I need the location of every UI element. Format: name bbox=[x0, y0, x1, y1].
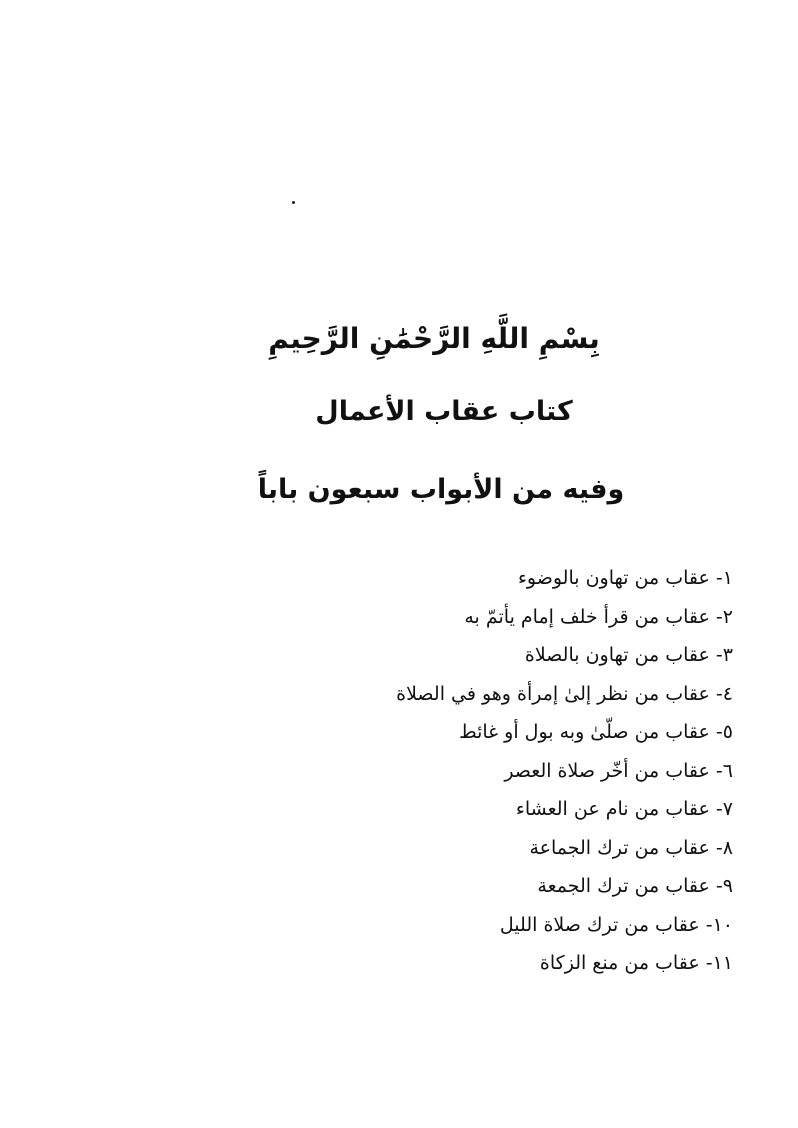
basmala-heading: بِسْمِ اللَّهِ الرَّحْمَٰنِ الرَّحِيمِ bbox=[268, 322, 600, 355]
chapter-item: ٧- عقاب من نام عن العشاء bbox=[515, 798, 733, 820]
chapter-item: ١٠- عقاب من ترك صلاة الليل bbox=[499, 913, 733, 936]
chapter-list bbox=[396, 563, 733, 987]
ink-dot bbox=[292, 201, 295, 204]
book-title: كتاب عقاب الأعمال bbox=[315, 396, 573, 427]
chapter-item: ٤- عقاب من نظر إلىٰ إمرأة وهو في الصلاة bbox=[396, 682, 733, 705]
chapter-item: ١- عقاب من تهاون بالوضوء bbox=[517, 567, 733, 589]
chapter-item: ٦- عقاب من أخّر صلاة العصر bbox=[504, 759, 733, 782]
chapter-item: ٣- عقاب من تهاون بالصلاة bbox=[524, 644, 733, 666]
chapter-item: ٢- عقاب من قرأ خلف إمام يأتمّ به bbox=[464, 605, 733, 628]
book-subtitle: وفيه من الأبواب سبعون باباً bbox=[257, 474, 625, 505]
chapter-item: ٥- عقاب من صلّىٰ وبه بول أو غائط bbox=[459, 721, 733, 743]
chapter-item: ٨- عقاب من ترك الجماعة bbox=[529, 836, 733, 859]
chapter-item: ٩- عقاب من ترك الجمعة bbox=[537, 875, 733, 897]
chapter-item: ١١- عقاب من منع الزكاة bbox=[539, 952, 733, 974]
